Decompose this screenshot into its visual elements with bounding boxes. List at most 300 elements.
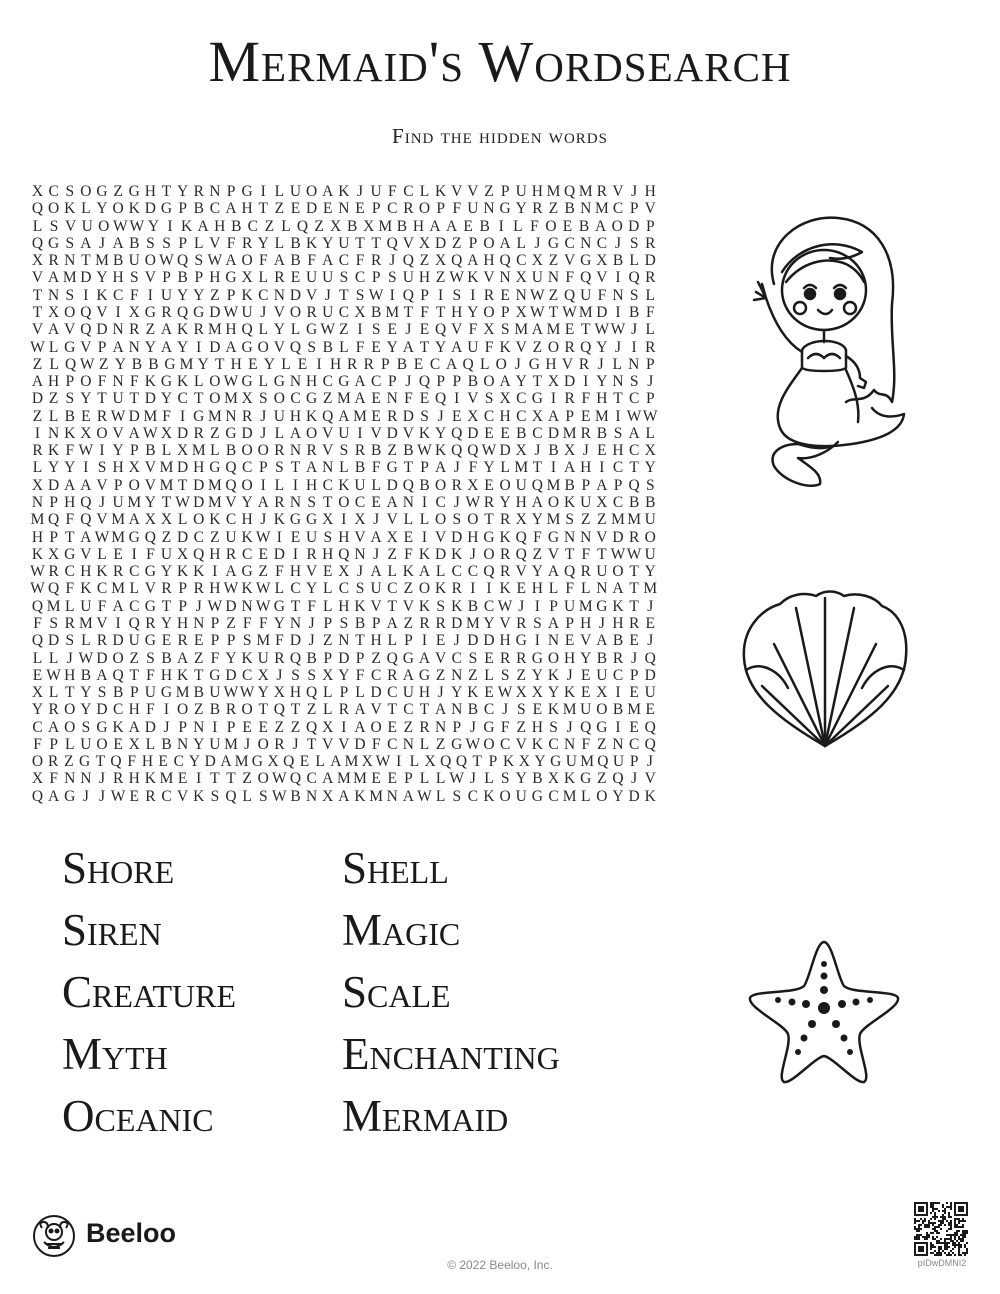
grid-letter: C <box>129 563 140 581</box>
grid-letter: X <box>467 407 479 425</box>
grid-letter: F <box>129 286 139 304</box>
grid-letter: G <box>596 597 608 615</box>
grid-letter: M <box>594 200 609 218</box>
grid-letter: S <box>436 597 445 615</box>
grid-letter: Y <box>451 684 463 702</box>
grid-letter: W <box>94 528 110 546</box>
grid-letter: O <box>596 701 608 719</box>
grid-letter: M <box>224 390 238 408</box>
grid-letter: D <box>96 321 108 339</box>
grid-letter: H <box>515 494 527 511</box>
grid-letter: Q <box>402 252 414 270</box>
grid-letter: V <box>64 321 76 339</box>
grid-letter: O <box>48 200 60 218</box>
grid-letter: S <box>484 390 494 408</box>
grid-letter: A <box>531 321 543 339</box>
grid-letter: Q <box>225 459 237 477</box>
grid-letter: I <box>421 494 428 511</box>
grid-letter: N <box>209 183 221 200</box>
grid-letter: R <box>483 494 495 511</box>
grid-letter: M <box>234 753 249 771</box>
grid-letter: N <box>112 373 124 391</box>
grid-letter: U <box>306 528 318 546</box>
grid-letter: Q <box>515 545 527 563</box>
grid-letter: K <box>467 684 479 702</box>
grid-letter: M <box>578 183 593 200</box>
grid-letter: M <box>143 407 158 425</box>
grid-letter: W <box>255 580 271 598</box>
grid-letter: W <box>562 303 577 321</box>
grid-letter: A <box>451 338 463 356</box>
grid-letter: Z <box>403 718 414 736</box>
grid-letter: V <box>402 597 414 615</box>
grid-letter: H <box>289 563 302 581</box>
word-item: Myth <box>62 1029 168 1079</box>
grid-letter: K <box>48 442 60 460</box>
grid-letter: L <box>435 787 446 805</box>
grid-letter: N <box>580 528 592 546</box>
grid-letter: Z <box>145 321 156 339</box>
grid-letter: J <box>405 373 412 391</box>
grid-letter: C <box>322 476 333 494</box>
grid-letter: E <box>484 684 494 702</box>
grid-letter: C <box>338 252 350 270</box>
grid-letter: T <box>97 390 107 408</box>
grid-letter: S <box>516 701 526 719</box>
grid-letter: C <box>403 701 414 719</box>
grid-letter: A <box>322 252 334 270</box>
grid-row <box>30 511 658 529</box>
grid-letter: F <box>146 701 155 719</box>
grid-letter: P <box>258 459 268 477</box>
grid-letter: U <box>209 684 221 702</box>
grid-letter: B <box>564 476 575 494</box>
grid-letter: K <box>451 597 463 615</box>
grid-letter: R <box>451 476 462 494</box>
grid-letter: R <box>499 511 511 529</box>
grid-letter: Q <box>531 476 543 494</box>
grid-letter: W <box>207 252 223 270</box>
grid-letter: I <box>396 753 402 771</box>
grid-letter: U <box>370 183 382 200</box>
grid-letter: V <box>402 234 414 252</box>
word-item: Shore <box>62 843 175 893</box>
page-subtitle: Find the hidden words <box>392 124 608 148</box>
grid-letter: R <box>96 632 108 650</box>
grid-letter: D <box>48 632 60 650</box>
grid-letter: B <box>596 424 608 442</box>
grid-letter: D <box>386 476 398 494</box>
grid-letter: G <box>241 338 253 356</box>
grid-letter: K <box>612 597 624 615</box>
grid-letter: U <box>273 407 285 425</box>
grid-letter: W <box>255 597 271 615</box>
grid-letter: R <box>129 321 140 339</box>
grid-letter: H <box>596 390 608 408</box>
grid-letter: P <box>371 269 381 287</box>
grid-letter: O <box>545 217 557 235</box>
grid-row <box>30 252 658 270</box>
grid-letter: J <box>82 787 89 805</box>
grid-letter: I <box>615 269 621 287</box>
grid-letter: B <box>290 252 301 270</box>
grid-letter: R <box>48 563 59 581</box>
grid-letter: N <box>128 338 140 356</box>
grid-letter: I <box>534 632 540 650</box>
grid-letter: D <box>225 597 237 615</box>
grid-letter: Z <box>306 701 317 719</box>
grid-letter: Z <box>64 753 74 771</box>
grid-letter: C <box>483 407 495 425</box>
grid-letter: H <box>306 373 318 391</box>
grid-letter: G <box>273 373 285 391</box>
grid-letter: Z <box>548 286 559 304</box>
grid-letter: U <box>467 338 479 356</box>
grid-letter: P <box>452 718 462 736</box>
grid-letter: L <box>48 649 59 667</box>
grid-letter: W <box>530 303 545 321</box>
grid-letter: C <box>247 217 258 235</box>
grid-letter: C <box>177 390 188 408</box>
grid-letter: C <box>596 234 608 252</box>
grid-letter: S <box>355 286 365 304</box>
grid-letter: Z <box>387 545 397 563</box>
grid-letter: Q <box>338 545 350 563</box>
grid-letter: X <box>273 684 285 702</box>
grid-letter: U <box>644 545 656 563</box>
grid-letter: P <box>355 649 365 667</box>
grid-letter: R <box>419 718 430 736</box>
grid-letter: S <box>65 390 75 408</box>
grid-letter: O <box>96 424 108 442</box>
grid-letter: L <box>435 563 446 581</box>
grid-letter: G <box>164 355 176 373</box>
grid-letter: E <box>177 770 188 788</box>
grid-letter: A <box>596 476 608 494</box>
grid-letter: Z <box>323 632 333 650</box>
grid-letter: S <box>339 269 349 287</box>
grid-letter: J <box>647 373 654 391</box>
grid-letter: H <box>289 407 302 425</box>
grid-row <box>30 719 658 737</box>
grid-letter: H <box>128 770 140 788</box>
grid-letter: R <box>435 614 446 632</box>
grid-letter: D <box>547 424 560 442</box>
grid-letter: N <box>612 286 624 304</box>
grid-letter: W <box>129 217 145 235</box>
grid-letter: H <box>31 528 44 546</box>
grid-letter: D <box>644 252 656 270</box>
grid-letter: H <box>580 614 592 632</box>
grid-letter: F <box>162 407 171 425</box>
grid-letter: X <box>547 770 560 788</box>
grid-letter: Z <box>403 580 414 598</box>
grid-letter: N <box>225 407 237 425</box>
grid-letter: O <box>64 303 76 321</box>
grid-letter: P <box>500 303 510 321</box>
grid-letter: Q <box>499 252 511 270</box>
grid-letter: C <box>429 355 441 373</box>
grid-letter: L <box>48 338 59 356</box>
grid-letter: P <box>226 183 236 200</box>
grid-letter: S <box>194 252 204 270</box>
grid-letter: O <box>547 338 560 356</box>
grid-letter: Q <box>386 649 398 667</box>
grid-letter: C <box>209 200 221 218</box>
grid-letter: Z <box>32 407 43 425</box>
grid-letter: Z <box>548 200 559 218</box>
grid-letter: X <box>354 511 366 529</box>
grid-letter: Y <box>580 649 592 667</box>
grid-letter: H <box>545 355 557 373</box>
grid-letter: X <box>31 770 44 788</box>
grid-letter: Y <box>241 494 253 511</box>
grid-letter: I <box>498 217 504 235</box>
grid-letter: T <box>597 545 607 563</box>
grid-letter: G <box>241 183 253 200</box>
grid-letter: Q <box>283 753 295 771</box>
grid-letter: A <box>370 528 382 546</box>
grid-letter: B <box>129 234 140 252</box>
grid-letter: P <box>646 355 655 373</box>
grid-letter: P <box>646 217 655 235</box>
grid-letter: S <box>452 286 462 304</box>
grid-letter: F <box>404 545 413 563</box>
grid-letter: P <box>113 476 123 494</box>
grid-letter: H <box>330 355 342 373</box>
grid-letter: C <box>241 459 253 477</box>
grid-letter: M <box>546 476 561 494</box>
grid-letter: O <box>435 511 447 529</box>
grid-letter: O <box>499 787 511 805</box>
grid-letter: N <box>547 632 560 650</box>
grid-letter: M <box>546 183 561 200</box>
grid-letter: Q <box>462 355 474 373</box>
grid-letter: U <box>402 269 414 287</box>
grid-letter: Y <box>515 770 527 788</box>
grid-letter: R <box>48 701 59 719</box>
grid-letter: O <box>289 303 302 321</box>
grid-letter: Q <box>306 718 318 736</box>
grid-letter: W <box>143 424 158 442</box>
grid-letter: H <box>451 303 463 321</box>
grid-letter: J <box>437 407 444 425</box>
grid-letter: F <box>404 390 413 408</box>
grid-letter: E <box>355 200 365 218</box>
grid-letter: P <box>452 373 462 391</box>
grid-letter: L <box>274 476 285 494</box>
grid-letter: Y <box>188 753 201 771</box>
grid-letter: I <box>615 303 621 321</box>
grid-letter: S <box>500 666 510 684</box>
grid-letter: J <box>647 597 654 615</box>
grid-letter: K <box>531 735 543 753</box>
grid-letter: W <box>610 545 626 563</box>
grid-letter: Z <box>532 338 543 356</box>
grid-letter: S <box>339 614 349 632</box>
grid-letter: G <box>306 390 318 408</box>
grid-letter: D <box>112 632 124 650</box>
grid-letter: B <box>479 217 490 235</box>
grid-letter: O <box>257 338 269 356</box>
grid-letter: A <box>402 666 414 684</box>
grid-letter: A <box>547 614 560 632</box>
grid-letter: J <box>453 494 460 511</box>
grid-letter: Z <box>452 234 462 252</box>
word-item: Enchanting <box>342 1029 560 1079</box>
grid-letter: Y <box>273 321 285 339</box>
grid-letter: D <box>225 666 237 684</box>
grid-letter: B <box>612 632 624 650</box>
grid-letter: D <box>435 234 447 252</box>
grid-letter: L <box>479 355 490 373</box>
grid-letter: W <box>610 321 626 339</box>
grid-letter: N <box>177 735 189 753</box>
grid-letter: A <box>418 563 431 581</box>
grid-letter: H <box>370 632 382 650</box>
grid-letter: F <box>597 286 607 304</box>
grid-letter: V <box>515 563 527 581</box>
grid-letter: T <box>95 753 106 771</box>
grid-letter: N <box>338 632 350 650</box>
grid-row <box>30 598 658 616</box>
grid-letter: C <box>354 494 366 511</box>
grid-row <box>30 563 658 581</box>
grid-letter: S <box>65 286 75 304</box>
grid-letter: R <box>564 338 575 356</box>
grid-letter: C <box>112 701 124 719</box>
grid-letter: H <box>112 459 124 477</box>
grid-letter: H <box>289 684 302 702</box>
grid-letter: X <box>322 787 334 805</box>
grid-letter: J <box>324 286 331 304</box>
grid-letter: M <box>111 528 126 546</box>
grid-row <box>30 287 658 305</box>
grid-letter: W <box>223 684 239 702</box>
grid-letter: F <box>355 666 365 684</box>
grid-letter: V <box>144 459 156 477</box>
grid-letter: C <box>48 183 59 200</box>
grid-letter: F <box>371 735 381 753</box>
grid-letter: A <box>330 753 342 771</box>
grid-letter: V <box>370 424 382 442</box>
grid-letter: Y <box>80 390 92 408</box>
grid-letter: I <box>260 476 266 494</box>
grid-letter: V <box>96 511 108 529</box>
grid-letter: B <box>209 701 221 719</box>
grid-letter: H <box>531 183 543 200</box>
copyright: © 2022 Beeloo, Inc. <box>447 1258 553 1272</box>
grid-letter: M <box>207 321 222 339</box>
grid-letter: N <box>193 718 205 736</box>
grid-letter: I <box>341 718 347 736</box>
grid-letter: L <box>48 407 59 425</box>
grid-letter: E <box>564 321 575 339</box>
grid-letter: T <box>419 701 430 719</box>
grid-letter: P <box>323 614 333 632</box>
grid-letter: E <box>323 563 333 581</box>
grid-letter: S <box>500 770 510 788</box>
grid-row <box>30 477 658 495</box>
grid-letter: N <box>31 494 44 511</box>
grid-row <box>30 615 658 633</box>
grid-letter: B <box>231 217 242 235</box>
grid-letter: D <box>467 424 479 442</box>
grid-letter: R <box>645 269 656 287</box>
grid-letter: H <box>241 200 253 218</box>
grid-letter: E <box>297 355 308 373</box>
grid-row <box>30 304 658 322</box>
grid-letter: W <box>78 649 94 667</box>
grid-letter: M <box>127 494 142 511</box>
grid-letter: G <box>251 753 263 771</box>
grid-letter: O <box>306 183 318 200</box>
grid-letter: P <box>613 476 623 494</box>
grid-letter: V <box>322 735 334 753</box>
grid-letter: A <box>531 494 543 511</box>
grid-letter: W <box>30 580 45 598</box>
grid-letter: E <box>387 321 397 339</box>
grid-letter: V <box>338 735 350 753</box>
grid-letter: F <box>33 735 42 753</box>
grid-letter: R <box>354 442 366 460</box>
grid-letter: Q <box>177 252 189 270</box>
grid-letter: P <box>381 355 390 373</box>
grid-letter: I <box>34 424 41 442</box>
grid-letter: T <box>32 286 43 304</box>
grid-letter: R <box>64 614 75 632</box>
grid-letter: U <box>644 684 656 702</box>
grid-letter: F <box>49 770 58 788</box>
grid-letter: D <box>451 528 463 546</box>
grid-letter: F <box>258 252 268 270</box>
grid-letter: I <box>550 459 557 477</box>
grid-row <box>30 580 658 598</box>
grid-letter: W <box>110 787 126 805</box>
grid-letter: K <box>499 528 511 546</box>
grid-letter: E <box>564 632 575 650</box>
grid-letter: I <box>316 355 322 373</box>
grid-letter: L <box>403 511 414 529</box>
grid-letter: U <box>322 269 334 287</box>
grid-letter: U <box>160 286 173 304</box>
grid-letter: R <box>32 442 43 460</box>
grid-letter: P <box>226 286 236 304</box>
grid-letter: D <box>177 528 189 546</box>
grid-letter: L <box>645 321 655 339</box>
grid-letter: I <box>615 684 621 702</box>
grid-letter: Q <box>80 303 92 321</box>
grid-letter: G <box>193 303 205 321</box>
grid-letter: S <box>258 390 268 408</box>
grid-letter: L <box>581 787 591 805</box>
grid-letter: O <box>467 511 479 529</box>
grid-letter: B <box>193 684 204 702</box>
grid-letter: O <box>418 200 431 218</box>
grid-letter: Y <box>435 424 447 442</box>
grid-letter: K <box>338 476 350 494</box>
grid-letter: N <box>612 735 624 753</box>
grid-letter: K <box>144 770 156 788</box>
grid-letter: M <box>514 459 529 477</box>
grid-letter: A <box>435 459 447 477</box>
grid-letter: H <box>48 373 60 391</box>
grid-letter: O <box>193 511 205 529</box>
grid-letter: Y <box>547 684 560 702</box>
grid-letter: F <box>33 614 42 632</box>
grid-letter: B <box>322 338 333 356</box>
grid-letter: F <box>65 580 75 598</box>
